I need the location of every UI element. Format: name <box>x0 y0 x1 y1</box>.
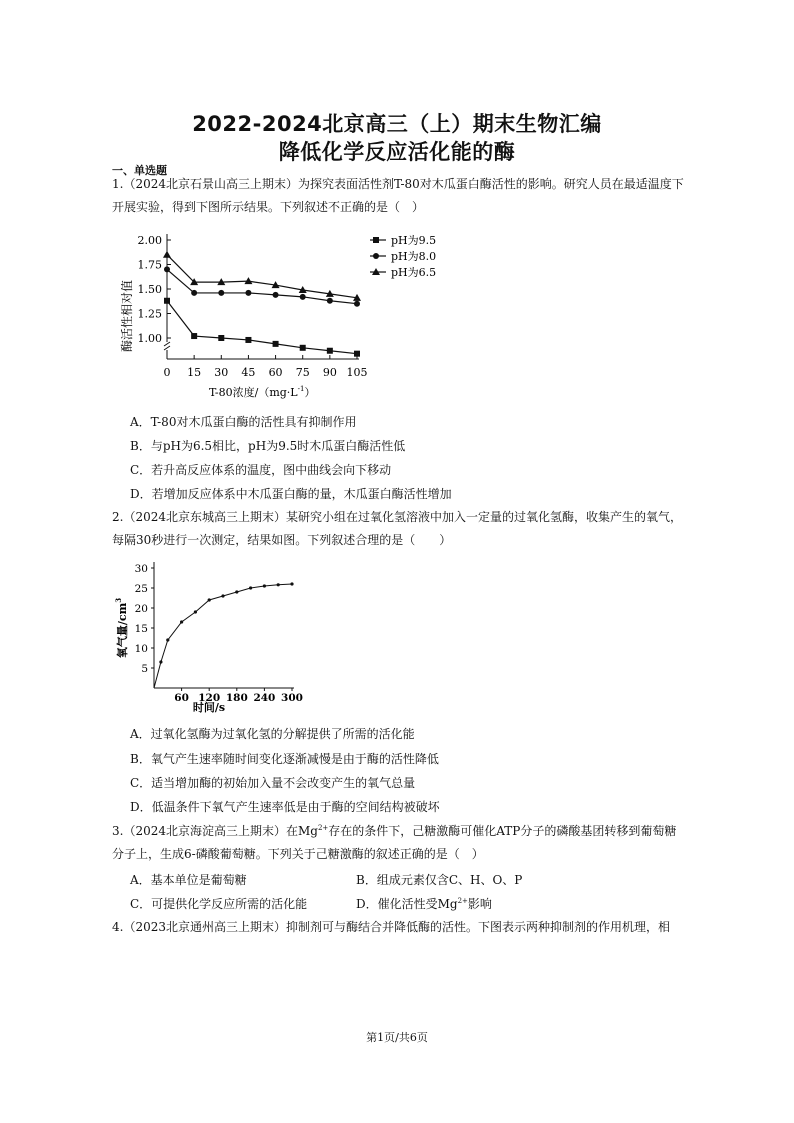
chart1-series-circle <box>164 266 360 306</box>
chart2-point <box>194 610 197 613</box>
chart2-ytick-label: 10 <box>134 643 148 655</box>
section-heading: 一、单选题 <box>112 164 167 177</box>
chart1-point <box>245 337 251 343</box>
chart2-point <box>277 583 280 586</box>
chart1-xlabel: T-80浓度$/(mg\cdot L^{-1})$ <box>209 385 316 399</box>
chart1-ylabel: 酶活性相对值 <box>120 279 134 353</box>
chart1-series-square <box>164 298 360 357</box>
chart2-point <box>159 660 162 663</box>
chart1-point <box>164 298 170 304</box>
chart1-ytick-label: 1.50 <box>137 283 162 296</box>
chart2-point <box>290 582 293 585</box>
chart2-point <box>208 598 211 601</box>
chart1-point <box>373 253 379 259</box>
q4-stem: 4.（2023北京通州高三上期末）抑制剂可与酶结合并降低酶的活性。下图表示两种抑制剂的作用机理，相 <box>112 920 670 934</box>
chart1-ytick-label: 1.25 <box>137 307 162 321</box>
chart1-point <box>273 341 279 347</box>
chart1-legend-label: pH为8.0 <box>391 250 437 263</box>
chart2-point <box>166 638 169 641</box>
chart1-point <box>163 251 171 258</box>
chart1-point <box>354 351 360 357</box>
chart1-point <box>327 348 333 354</box>
chart1-point <box>245 290 251 296</box>
chart1-ytick-label: 1.00 <box>137 332 162 345</box>
chart2-ytick-label: 15 <box>134 623 148 635</box>
q1-option-d: D．若增加反应体系中木瓜蛋白酶的量，木瓜蛋白酶活性增加 <box>130 487 452 501</box>
chart1-point <box>191 333 197 339</box>
q3-option-a: A．基本单位是葡萄糖 <box>130 873 247 887</box>
chart2-series <box>154 582 294 688</box>
chart2-ytick-label: 20 <box>134 603 148 615</box>
chart2-point <box>180 620 183 623</box>
chart1-point <box>373 237 379 243</box>
chart1-xtick-label: 15 <box>187 366 202 379</box>
chart2-line <box>154 584 292 688</box>
chart2-point <box>263 584 266 587</box>
chart1-point <box>354 301 360 307</box>
chart2-xlabel: 时间/s <box>192 701 226 714</box>
chart1-axis-break <box>164 342 170 350</box>
q1-option-c: C．若升高反应体系的温度，图中曲线会向下移动 <box>130 463 392 477</box>
chart1-xtick-label: 60 <box>268 366 283 379</box>
chart2-point <box>235 590 238 593</box>
chart1-xtick-label: 45 <box>241 366 256 379</box>
chart2-xtick-label: 60 <box>174 692 189 704</box>
chart1-xtick-label: 0 <box>163 366 171 379</box>
chart2-xtick-label: 180 <box>225 692 248 704</box>
q1-option-b: B．与pH为6.5相比，pH为9.5时木瓜蛋白酶活性低 <box>130 439 406 453</box>
chart2-xtick-label: 300 <box>281 692 303 704</box>
chart1-line <box>167 301 357 354</box>
q3-option-d: D．催化活性受$Mg^{2+}$影响 <box>356 897 492 911</box>
q1-option-a: A．T-80对木瓜蛋白酶的活性具有抑制作用 <box>130 415 357 429</box>
chart1-xtick-label: 90 <box>322 366 337 379</box>
chart1-point <box>300 345 306 351</box>
q1-stem: 1.（2024北京石景山高三上期末）为探究表面活性剂T-80对木瓜蛋白酶活性的影响。研究人员在最适温度下开展实验，得到下图所示结果。下列叙述不正确的是（ ） <box>112 177 684 214</box>
q3-option-b: B．组成元素仅含C、H、O、P <box>356 873 523 887</box>
page-subtitle: 降低化学反应活化能的酶 <box>278 140 516 164</box>
chart1-point <box>164 266 170 272</box>
chart1-point <box>244 277 252 284</box>
chart1-point <box>273 292 279 298</box>
chart1-point <box>218 290 224 296</box>
chart1-series <box>163 251 361 357</box>
page-footer: 第1页/共6页 <box>366 1031 428 1044</box>
q2-stem: 2.（2024北京东城高三上期末）某研究小组在过氧化氢溶液中加入一定量的过氧化氢酶，收集产生的氧气，每隔30秒进行一次测定，结果如图。下列叙述合理的是（ ） <box>112 510 682 547</box>
chart1-ytick-label: 1.75 <box>137 258 162 272</box>
page-title: 2022-2024北京高三（上）期末生物汇编 <box>192 112 602 136</box>
chart1-ytick-label: 2.00 <box>137 234 162 247</box>
chart-enzyme-activity <box>112 228 452 408</box>
chart2-ytick-label: 30 <box>134 563 148 575</box>
q3-stem: 3.（2024北京海淀高三上期末）在$Mg^{2+}$存在的条件下，己糖激酶可催化ATP分子的磷酸基团转移到葡萄糖分子上，生成6-磷酸葡萄糖。下列关于己糖激酶的叙述正确的是（ ） <box>112 824 677 861</box>
chart1-xtick-label: 75 <box>295 366 310 379</box>
chart2-ylabel: 氧气量$/cm^3$ <box>114 597 129 659</box>
chart1-legend-label: pH为6.5 <box>391 266 437 279</box>
chart2-xtick-label: 120 <box>198 692 221 704</box>
chart1-point <box>191 290 197 296</box>
chart1-legend-item <box>370 249 436 263</box>
chart1-legend-item <box>370 233 436 247</box>
chart1-legend-item <box>370 265 436 279</box>
chart2-ytick-label: 25 <box>134 583 148 595</box>
chart2-point <box>249 586 252 589</box>
chart1-point <box>218 335 224 341</box>
chart2-axes <box>154 562 294 688</box>
chart1-point <box>300 294 306 300</box>
q2-option-a: A．过氧化氢酶为过氧化氢的分解提供了所需的活化能 <box>130 727 415 741</box>
chart2-xtick-label: 240 <box>253 692 276 704</box>
q2-option-b: B．氧气产生速率随时间变化逐渐减慢是由于酶的活性降低 <box>130 752 439 766</box>
chart2-point <box>221 594 224 597</box>
chart1-xtick-label: 105 <box>346 366 368 379</box>
q2-option-d: D．低温条件下氧气产生速率低是由于酶的空间结构被破坏 <box>130 800 440 814</box>
q3-option-c: C．可提供化学反应所需的活化能 <box>130 897 308 911</box>
chart1-point <box>327 298 333 304</box>
chart2-ytick-label: 5 <box>141 663 148 675</box>
chart1-legend-label: pH为9.5 <box>391 234 437 247</box>
q2-option-c: C．适当增加酶的初始加入量不会改变产生的氧气总量 <box>130 776 416 790</box>
chart1-xtick-label: 30 <box>214 366 229 379</box>
chart-oxygen-volume <box>112 558 312 718</box>
chart1-legend <box>370 233 436 279</box>
